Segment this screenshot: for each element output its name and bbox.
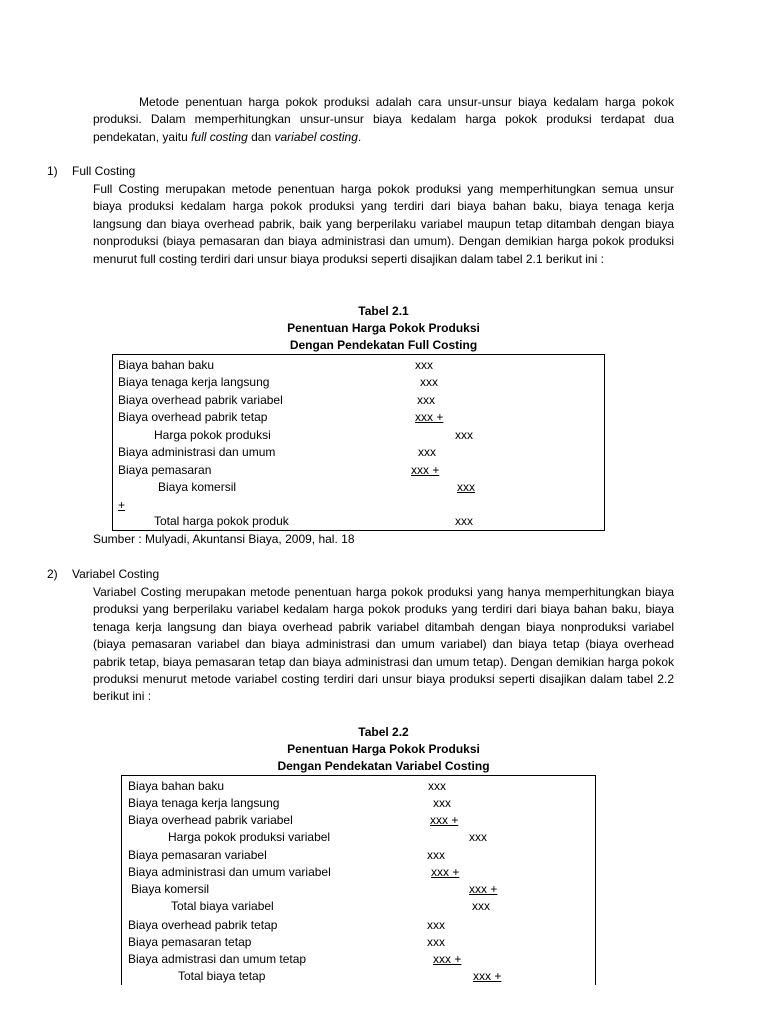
table1-value: xxx + [411, 463, 440, 477]
table2-label: Biaya komersil [131, 882, 210, 896]
table1-row [113, 357, 604, 374]
table1-label: Biaya komersil [158, 480, 237, 494]
table2-value: xxx + [433, 952, 462, 966]
table2-row [122, 795, 595, 812]
table2-label: Biaya overhead pabrik tetap [128, 918, 278, 932]
table1-label: Biaya overhead pabrik tetap [118, 410, 268, 424]
table1-row [113, 374, 604, 391]
table2-label: Biaya admistrasi dan umum tetap [128, 952, 307, 966]
section2-heading: Variabel Costing [72, 567, 160, 581]
table2-row [122, 881, 595, 898]
table2-row [122, 968, 595, 985]
table2-value: xxx [469, 830, 487, 844]
table2-row [122, 864, 595, 881]
intro-text-3: . [357, 129, 362, 144]
term-full-costing: full costing [191, 129, 248, 144]
table2-row [122, 812, 595, 829]
section1-number: 1) [47, 164, 58, 178]
table2-row [122, 778, 595, 795]
table1-row [113, 497, 604, 514]
table1-value: xxx [420, 375, 438, 389]
table1-value: xxx [457, 480, 475, 494]
table2-label: Biaya overhead pabrik variabel [128, 813, 293, 827]
table1-value: xxx + [415, 410, 444, 424]
table1-label: Harga pokok produksi [154, 428, 271, 442]
table1-row [113, 409, 604, 426]
intro-text-1: Metode penentuan harga pokok produksi adalah cara unsur-unsur biaya kedalam harga pokok produksi. Dalam memperhitungkan unsur-unsur biaya kedalam harga pokok produksi terdapat dua pendekatan, yaitu [93, 95, 674, 144]
table2-value: xxx [428, 779, 446, 793]
table1-label: Biaya overhead pabrik variabel [118, 393, 283, 407]
table1-value: xxx [455, 428, 473, 442]
table1-row [113, 427, 604, 444]
section2-number: 2) [47, 567, 58, 581]
section1-body: Full Costing merupakan metode penentuan harga pokok produksi yang memperhitungkan semua unsur biaya produksi kedalam harga pokok produksi yang terdiri dari biaya bahan baku, biaya tenaga kerja langsung dan biaya overhead pabrik, baik yang berperilaku variabel maupun tetap ditambah dengan biaya nonproduksi (biaya pemasaran dan biaya administrasi dan umum). Dengan demikian harga pokok produksi menurut full costing terdiri dari unsur biaya produksi seperti disajikan dalam tabel 2.1 berikut ini : [93, 182, 674, 266]
table2-value: xxx + [431, 865, 460, 879]
intro-text-2: dan [247, 129, 275, 144]
table2-value: xxx [433, 796, 451, 810]
table1 [112, 354, 605, 531]
table1-caption-1: Tabel 2.1 [358, 304, 409, 318]
table1-label: Biaya tenaga kerja langsung [118, 375, 270, 389]
table2-label: Biaya pemasaran tetap [128, 935, 252, 949]
table1-source: Sumber : Mulyadi, Akuntansi Biaya, 2009, hal. 18 [93, 532, 355, 546]
table2-value: xxx [427, 935, 445, 949]
table1-row [113, 513, 604, 530]
table1-plus-sign: + [118, 498, 126, 512]
table1-row [113, 444, 604, 461]
table2-label: Total biaya tetap [178, 969, 266, 983]
section2-body: Variabel Costing merupakan metode penentuan harga pokok produksi yang hanya memperhitungkan biaya produksi yang berperilaku variabel kedalam harga pokok produks yang terdiri dari biaya bahan baku, biaya tenaga kerja langsung dan biaya overhead pabrik variabel ditambah dengan biaya nonproduksi variabel (biaya pemasaran variabel dan biaya administrasi dan umum variabel) dan biaya tetap (biaya overhead pabrik tetap, biaya pemasaran tetap dan biaya administrasi dan umum tetap). Dengan demikian harga pokok produksi menurut metode variabel costing terdiri dari unsur biaya produksi seperti disajikan dalam tabel 2.2 berikut ini : [93, 585, 674, 704]
table2-value: xxx + [469, 882, 498, 896]
table1-label: Biaya bahan baku [118, 358, 215, 372]
table2-caption-2: Penentuan Harga Pokok Produksi [287, 742, 480, 756]
table2-caption-1: Tabel 2.2 [358, 725, 409, 739]
table1-row [113, 462, 604, 479]
table1-value: xxx [415, 358, 433, 372]
table1-caption-2: Penentuan Harga Pokok Produksi [287, 321, 480, 335]
table2-value: xxx [427, 918, 445, 932]
table2-label: Biaya administrasi dan umum variabel [128, 865, 331, 879]
section1-heading: Full Costing [72, 164, 136, 178]
table1-row [113, 392, 604, 409]
table1-caption-3: Dengan Pendekatan Full Costing [289, 338, 478, 352]
table1-label: Total harga pokok produk [154, 514, 289, 528]
table1-value: xxx [455, 514, 473, 528]
table2-value: xxx [472, 899, 490, 913]
table2-row [122, 847, 595, 864]
table2-value: xxx + [430, 813, 459, 827]
table2 [121, 775, 596, 985]
table1-label: Biaya administrasi dan umum [118, 445, 276, 459]
table2-label: Total biaya variabel [171, 899, 274, 913]
table2-row [122, 934, 595, 951]
table2-label: Biaya bahan baku [128, 779, 225, 793]
table1-value: xxx [417, 393, 435, 407]
table2-caption-3: Dengan Pendekatan Variabel Costing [277, 759, 490, 773]
table2-row [122, 917, 595, 934]
table2-label: Harga pokok produksi variabel [168, 830, 331, 844]
table2-label: Biaya pemasaran variabel [128, 848, 267, 862]
term-variabel-costing: variabel costing [274, 129, 358, 144]
table2-value: xxx [427, 848, 445, 862]
table2-row [122, 829, 595, 846]
table2-label: Biaya tenaga kerja langsung [128, 796, 280, 810]
table2-value: xxx + [473, 969, 502, 983]
table1-row [113, 479, 604, 496]
table2-row [122, 951, 595, 968]
table1-value: xxx [418, 445, 436, 459]
table1-label: Biaya pemasaran [118, 463, 212, 477]
table2-row [122, 898, 595, 915]
intro-paragraph [93, 94, 674, 146]
